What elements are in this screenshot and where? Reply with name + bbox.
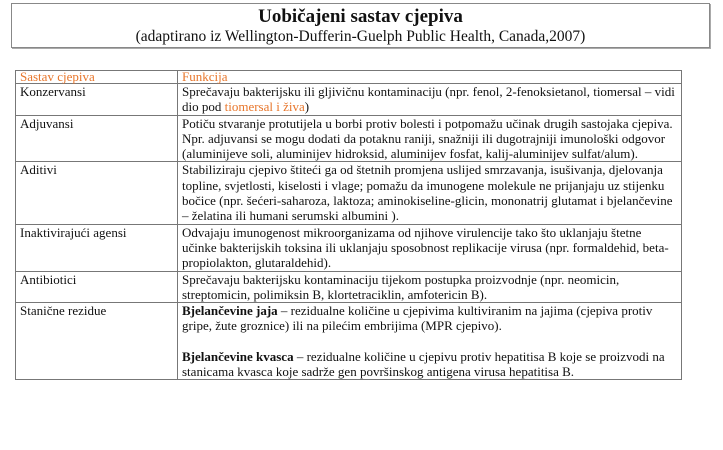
component-cell: Stanične rezidue (16, 303, 178, 380)
component-cell: Konzervansi (16, 84, 178, 116)
tiomersal-link[interactable]: tiomersal i živa (224, 99, 305, 115)
document-title: Uobičajeni sastav cjepiva (258, 6, 463, 27)
function-text-end: ) (304, 99, 310, 115)
yeast-protein-paragraph (182, 349, 678, 380)
table-row (16, 115, 682, 162)
table-row (16, 84, 682, 116)
table-row (16, 224, 682, 271)
egg-protein-paragraph (182, 303, 678, 334)
function-cell (178, 84, 682, 116)
egg-protein-text: – rezidualne količine u cjepivima kultiviranim na jajima (cjepiva protiv gripe, žute groznice) ili na pilećim embrijima (MPR cjepivo). (182, 303, 653, 334)
table-row (16, 162, 682, 224)
yeast-protein-text: – rezidualne količine u cjepivu protiv hepatitisa B koje se proizvodi na stanicama kvasca koje sadrže gen površinskog antigena virusa hepatitisa B. (182, 348, 665, 380)
yeast-protein-term: Bjelančevine kvasca (182, 348, 294, 364)
component-cell: Antibiotici (16, 271, 178, 303)
document-subtitle: (adaptirano iz Wellington-Dufferin-Guelph Public Health, Canada,2007) (135, 28, 586, 45)
table-row (16, 271, 682, 303)
vaccine-composition-table (15, 70, 682, 380)
function-cell: Stabiliziraju cjepivo štiteći ga od štetnih promjena uslijed smrzavanja, isušivanja, djelovanja topline, svjetlosti, kiselosti i vlage; pomažu da imunogene molekule ne prijanjaju uz stijenku bočice (npr. šećeri-saharoza, laktoza; aminokiseline-glicin, mononatrij glutamat i bjelančevine – želatina ili humani serumski albumini ). (178, 162, 682, 224)
function-cell: Potiču stvaranje protutijela u borbi protiv bolesti i potpomažu učinak drugih sastojaka cjepiva. Npr. adjuvansi se mogu dodati da potaknu raniji, snažniji ili dugotrajniji imunološki odgovor (aluminijeve soli, aluminijev hidroksid, aluminijev fosfat, kalij-aluminijev sulfat/alum). (178, 115, 682, 162)
title-box (11, 3, 710, 48)
table-row (16, 303, 682, 380)
component-cell: Aditivi (16, 162, 178, 224)
component-cell: Inaktivirajući agensi (16, 224, 178, 271)
paragraph-gap (182, 334, 678, 349)
function-cell: Sprečavaju bakterijsku kontaminaciju tijekom postupka proizvodnje (npr. neomicin, streptomicin, polimiksin B, klortetraciklin, amfotericin B). (178, 271, 682, 303)
component-cell: Adjuvansi (16, 115, 178, 162)
egg-protein-term: Bjelančevine jaja (182, 303, 278, 319)
function-cell (178, 303, 682, 380)
table-header-row (16, 71, 682, 84)
header-function: Funkcija (178, 71, 682, 84)
function-cell: Odvajaju imunogenost mikroorganizama od njihove virulencije tako što uklanjaju štetne učinke bakterijskih toksina ili uklanjaju sposobnost replikacije virusa (npr. formaldehid, beta-propiolakton, glutaraldehid). (178, 224, 682, 271)
header-component: Sastav cjepiva (16, 71, 178, 84)
function-text: Sprečavaju bakterijsku ili gljivičnu kontaminaciju (npr. fenol, 2-fenoksietanol, tiomersal – vidi dio pod (182, 84, 675, 115)
